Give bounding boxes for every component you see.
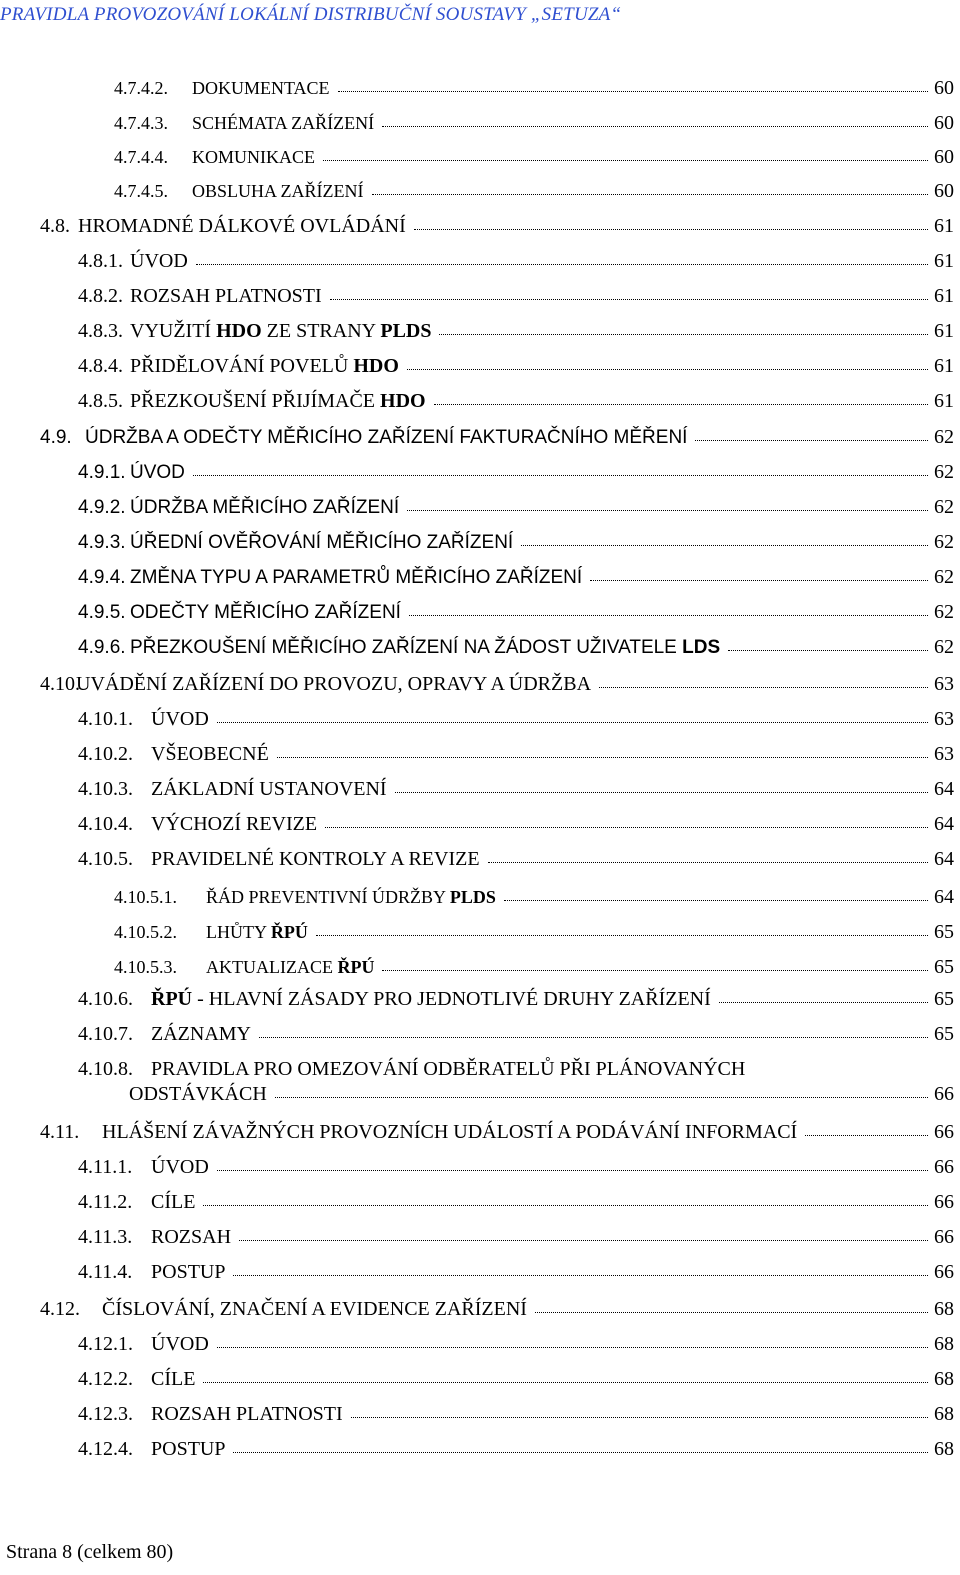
toc-title: ÚDRŽBA MĚŘICÍHO ZAŘÍZENÍ [130,497,400,518]
toc-entry[interactable] [78,743,954,766]
toc-page: 66 [934,1156,954,1178]
toc-title: ÚVOD [151,1333,209,1355]
toc-leader [372,194,929,195]
toc-page: 61 [934,390,954,412]
toc-leader [414,229,928,230]
toc-entry[interactable] [78,778,954,801]
toc-number: 4.10.3. [78,778,133,800]
toc-title: HROMADNÉ DÁLKOVÉ OVLÁDÁNÍ [78,215,406,237]
toc-page: 62 [934,636,954,658]
toc-entry[interactable] [78,601,954,624]
toc-entry[interactable] [78,813,954,836]
toc-page: 66 [934,1083,954,1105]
toc-entry[interactable] [78,496,954,519]
toc-number: 4.8.2. [78,285,123,307]
toc-entry[interactable] [78,566,954,589]
toc-entry[interactable] [78,355,954,378]
toc-title: PŘEZKOUŠENÍ PŘIJÍMAČE HDO [130,390,426,412]
toc-leader [196,264,928,265]
toc-page: 63 [934,743,954,765]
toc-title: ČÍSLOVÁNÍ, ZNAČENÍ A EVIDENCE ZAŘÍZENÍ [102,1298,527,1320]
toc-title: ÚŘEDNÍ OVĚŘOVÁNÍ MĚŘICÍHO ZAŘÍZENÍ [130,532,514,553]
toc-leader [203,1205,928,1206]
toc-entry[interactable] [78,708,954,731]
toc-title: ZÁZNAMY [151,1023,251,1045]
toc-number: 4.12. [40,1298,80,1320]
toc-number: 4.10.5. [78,848,133,870]
toc-leader [409,615,928,616]
toc-page: 65 [934,921,954,943]
toc-page: 60 [934,77,954,99]
toc-number: 4.10. [40,673,80,695]
toc-number: 4.12.2. [78,1368,133,1390]
toc-title: ZMĚNA TYPU A PARAMETRŮ MĚŘICÍHO ZAŘÍZENÍ [130,567,583,588]
toc-page: 62 [934,496,954,518]
toc-page: 66 [934,1191,954,1213]
toc-entry[interactable] [78,461,954,484]
toc-entry[interactable] [78,1023,954,1046]
toc-number: 4.8.1. [78,250,123,272]
toc-page: 64 [934,778,954,800]
toc-leader [233,1452,928,1453]
toc-entry[interactable] [78,285,954,308]
toc-number: 4.10.1. [78,708,133,730]
toc-leader [193,475,928,476]
toc-page: 62 [934,461,954,483]
toc-title: HLÁŠENÍ ZÁVAŽNÝCH PROVOZNÍCH UDÁLOSTÍ A PODÁVÁNÍ INFORMACÍ [102,1121,798,1143]
toc-title: ÚVOD [151,1156,209,1178]
toc-number: 4.9. [40,427,72,448]
toc-page: 62 [934,531,954,553]
toc-number: 4.12.1. [78,1333,133,1355]
toc-entry[interactable] [114,921,954,944]
toc-title: CÍLE [151,1368,196,1390]
toc-title: ŘPÚ - HLAVNÍ ZÁSADY PRO JEDNOTLIVÉ DRUHY ZAŘÍZENÍ [151,988,711,1010]
toc-number: 4.9.3. [78,532,126,553]
toc-leader [382,126,928,127]
toc-entry[interactable] [78,1156,954,1179]
toc-page: 62 [934,426,954,448]
toc-number: 4.8. [40,215,70,237]
toc-number: 4.8.4. [78,355,123,377]
toc-entry-continuation[interactable] [129,1083,954,1106]
toc-leader [217,722,928,723]
toc-entry[interactable] [114,886,954,909]
toc-number: 4.10.6. [78,988,133,1010]
toc-leader [728,650,928,651]
toc-page: 61 [934,215,954,237]
toc-page: 68 [934,1368,954,1390]
toc-page: 68 [934,1298,954,1320]
toc-title: LHŮTY ŘPÚ [206,922,308,942]
toc-number: 4.12.4. [78,1438,133,1460]
toc-number: 4.10.4. [78,813,133,835]
toc-number: 4.10.5.2. [114,922,177,942]
toc-page: 62 [934,601,954,623]
toc-title: ODSTÁVKÁCH [129,1083,267,1105]
toc-leader [488,862,928,863]
toc-page: 68 [934,1403,954,1425]
toc-number: 4.10.2. [78,743,133,765]
toc-leader [330,299,928,300]
toc-number: 4.10.8. [78,1058,133,1080]
toc-leader [407,510,928,511]
toc-number: 4.9.4. [78,567,126,588]
toc-number: 4.9.5. [78,602,126,623]
toc-page: 65 [934,956,954,978]
toc-title: OBSLUHA ZAŘÍZENÍ [192,181,364,201]
toc-leader [439,334,928,335]
toc-title: ÚVOD [130,462,185,483]
toc-title: PRAVIDELNÉ KONTROLY A REVIZE [151,848,480,870]
toc-leader [382,970,928,971]
toc-page: 66 [934,1121,954,1143]
toc-leader [233,1275,928,1276]
toc-number: 4.10.5.1. [114,887,177,907]
toc-entry[interactable] [78,531,954,554]
toc-entry[interactable] [114,112,954,135]
toc-title: KOMUNIKACE [192,147,315,167]
toc-entry[interactable] [40,215,954,238]
toc-title: SCHÉMATA ZAŘÍZENÍ [192,113,375,133]
toc-entry[interactable] [40,426,954,449]
toc-number: 4.11.4. [78,1261,133,1283]
toc-leader [719,1002,928,1003]
toc-number: 4.11.1. [78,1156,133,1178]
toc-leader [535,1312,928,1313]
toc-leader [395,792,928,793]
toc-leader [275,1097,928,1098]
toc-title: ÚVOD [130,250,188,272]
toc-title: PRAVIDLA PRO OMEZOVÁNÍ ODBĚRATELŮ PŘI PLÁNOVANÝCH [151,1058,746,1080]
toc-title: VÝCHOZÍ REVIZE [151,813,318,835]
toc-page: 60 [934,112,954,134]
toc-number: 4.7.4.4. [114,147,168,167]
toc-page: 64 [934,886,954,908]
toc-title: ROZSAH PLATNOSTI [151,1403,343,1425]
toc-number: 4.7.4.2. [114,78,168,98]
toc-number: 4.8.3. [78,320,123,342]
toc-entry[interactable] [78,848,954,871]
toc-page: 66 [934,1226,954,1248]
toc-entry[interactable] [40,1121,954,1144]
toc-entry[interactable] [78,636,954,659]
toc-page: 61 [934,285,954,307]
toc-leader [338,91,928,92]
toc-entry[interactable] [78,1368,954,1391]
toc-page: 62 [934,566,954,588]
toc-title: DOKUMENTACE [192,78,330,98]
toc-number: 4.9.6. [78,637,126,658]
toc-number: 4.9.1. [78,462,126,483]
toc-leader [217,1347,928,1348]
toc-title: VYUŽITÍ HDO ZE STRANY PLDS [130,320,432,342]
toc-title: ZÁKLADNÍ USTANOVENÍ [151,778,387,800]
toc-page: 61 [934,320,954,342]
toc-leader [695,440,928,441]
toc-entry[interactable] [78,1438,954,1461]
toc-page: 64 [934,848,954,870]
toc-leader [434,404,928,405]
toc-page: 65 [934,988,954,1010]
toc-number: 4.10.7. [78,1023,133,1045]
toc-leader [590,580,928,581]
toc-leader [521,545,928,546]
toc-title: ŘÁD PREVENTIVNÍ ÚDRŽBY PLDS [206,887,496,907]
toc-leader [504,900,928,901]
toc-page: 66 [934,1261,954,1283]
toc-title: POSTUP [151,1438,226,1460]
toc-entry[interactable] [114,956,954,979]
toc-entry[interactable] [78,1226,954,1249]
toc-page: 60 [934,180,954,202]
toc-title: AKTUALIZACE ŘPÚ [206,957,375,977]
toc-number: 4.8.5. [78,390,123,412]
toc-page: 61 [934,250,954,272]
toc-title: ÚVOD [151,708,209,730]
toc-entry[interactable] [78,988,954,1011]
toc-title: ROZSAH [151,1226,232,1248]
toc-leader [217,1170,928,1171]
toc-number: 4.7.4.3. [114,113,168,133]
toc-page: 64 [934,813,954,835]
toc-leader [277,757,928,758]
toc-entry[interactable] [114,180,954,203]
toc-title: ODEČTY MĚŘICÍHO ZAŘÍZENÍ [130,602,401,623]
toc-entry[interactable] [78,1058,954,1081]
toc-entry[interactable] [114,77,954,100]
toc-page: 65 [934,1023,954,1045]
toc-title: PŘIDĚLOVÁNÍ POVELŮ HDO [130,355,399,377]
toc-entry[interactable] [40,1298,954,1321]
toc-leader [203,1382,928,1383]
toc-entry[interactable] [78,320,954,343]
toc-page: 68 [934,1438,954,1460]
toc-leader [259,1037,928,1038]
toc-title: ÚDRŽBA A ODEČTY MĚŘICÍHO ZAŘÍZENÍ FAKTURAČNÍHO MĚŘENÍ [85,427,688,448]
page-footer: Strana 8 (celkem 80) [6,1541,174,1563]
toc-number: 4.7.4.5. [114,181,168,201]
toc-title: PŘEZKOUŠENÍ MĚŘICÍHO ZAŘÍZENÍ NA ŽÁDOST UŽIVATELE LDS [130,637,721,658]
toc-number: 4.11. [40,1121,80,1143]
toc-leader [323,160,928,161]
running-header: PRAVIDLA PROVOZOVÁNÍ LOKÁLNÍ DISTRIBUČNÍ SOUSTAVY „SETUZA“ [0,4,622,25]
toc-title: ROZSAH PLATNOSTI [130,285,322,307]
toc-entry[interactable] [78,1333,954,1356]
toc-title: POSTUP [151,1261,226,1283]
toc-number: 4.10.5.3. [114,957,177,977]
toc-page: 63 [934,673,954,695]
toc-leader [351,1417,928,1418]
toc-entry[interactable] [78,250,954,273]
toc-page: 63 [934,708,954,730]
toc-entry[interactable] [78,1261,954,1284]
toc-leader [407,369,928,370]
toc-number: 4.11.3. [78,1226,133,1248]
toc-number: 4.11.2. [78,1191,133,1213]
toc-leader [239,1240,928,1241]
toc-entry[interactable] [40,673,954,696]
toc-entry[interactable] [78,1403,954,1426]
toc-page: 60 [934,146,954,168]
toc-number: 4.12.3. [78,1403,133,1425]
toc-page: 68 [934,1333,954,1355]
toc-entry[interactable] [114,146,954,169]
toc-leader [316,935,928,936]
toc-leader [599,687,928,688]
toc-entry[interactable] [78,390,954,413]
toc-number: 4.9.2. [78,497,126,518]
toc-title: UVÁDĚNÍ ZAŘÍZENÍ DO PROVOZU, OPRAVY A ÚDRŽBA [76,673,592,695]
toc-leader [805,1135,928,1136]
toc-page: 61 [934,355,954,377]
toc-title: CÍLE [151,1191,196,1213]
toc-entry[interactable] [78,1191,954,1214]
toc-leader [325,827,928,828]
toc-title: VŠEOBECNÉ [151,743,269,765]
